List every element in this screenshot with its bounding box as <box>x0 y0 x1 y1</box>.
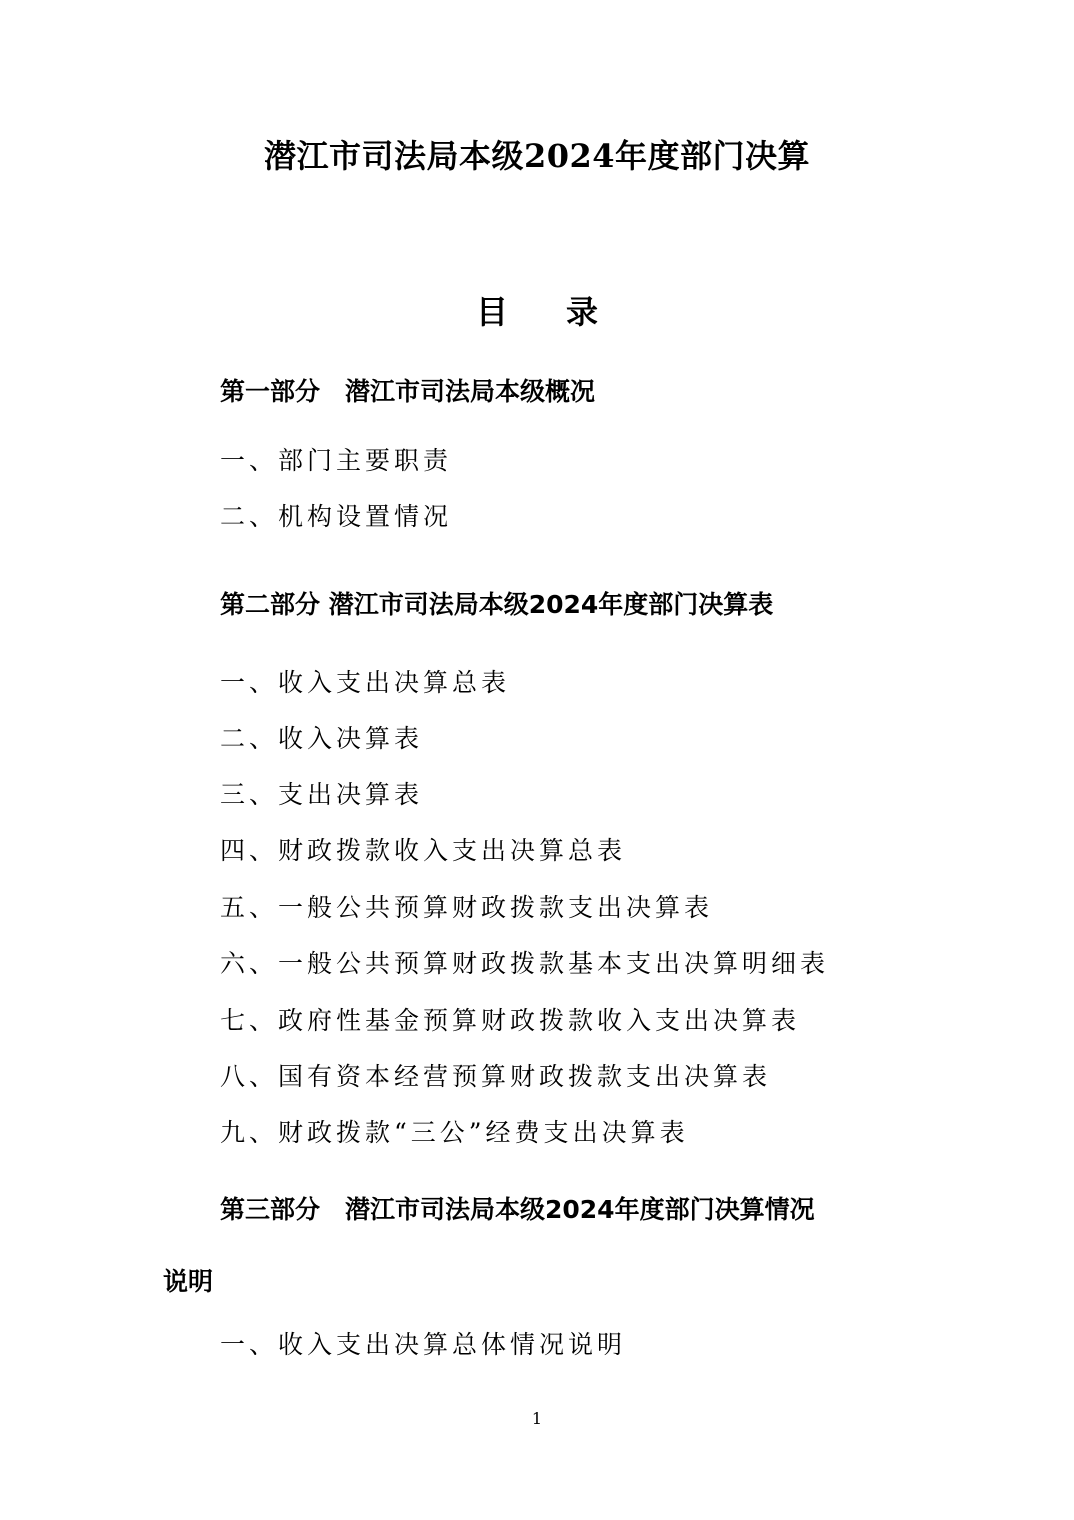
part-three-heading <box>163 1190 923 1302</box>
toc-item: 一、部门主要职责 <box>220 446 453 475</box>
page-number: 1 <box>531 1409 543 1428</box>
toc-item: 九、财政拨款“三公”经费支出决算表 <box>220 1118 689 1147</box>
part-three-heading-line2: 说明 <box>163 1267 214 1296</box>
toc-item: 一、收入支出决算总表 <box>220 668 511 697</box>
toc-item: 七、政府性基金预算财政拨款收入支出决算表 <box>220 1006 801 1035</box>
toc-item: 三、支出决算表 <box>220 780 424 809</box>
toc-item: 八、国有资本经营预算财政拨款支出决算表 <box>220 1062 772 1091</box>
part-three-heading-line1: 第三部分 潜江市司法局本级2024年度部门决算情况 <box>220 1195 815 1224</box>
toc-item: 一、收入支出决算总体情况说明 <box>220 1330 627 1359</box>
document-title: 潜江市司法局本级2024年度部门决算 <box>263 137 811 175</box>
toc-heading: 目录 <box>475 293 656 331</box>
toc-item: 二、机构设置情况 <box>220 502 453 531</box>
part-one-heading: 第一部分 潜江市司法局本级概况 <box>220 377 596 406</box>
toc-item: 六、一般公共预算财政拨款基本支出决算明细表 <box>220 949 830 978</box>
toc-item: 二、收入决算表 <box>220 724 424 753</box>
toc-item: 四、财政拨款收入支出决算总表 <box>220 836 627 865</box>
part-two-heading: 第二部分 潜江市司法局本级2024年度部门决算表 <box>220 590 774 619</box>
toc-item: 五、一般公共预算财政拨款支出决算表 <box>220 893 714 922</box>
